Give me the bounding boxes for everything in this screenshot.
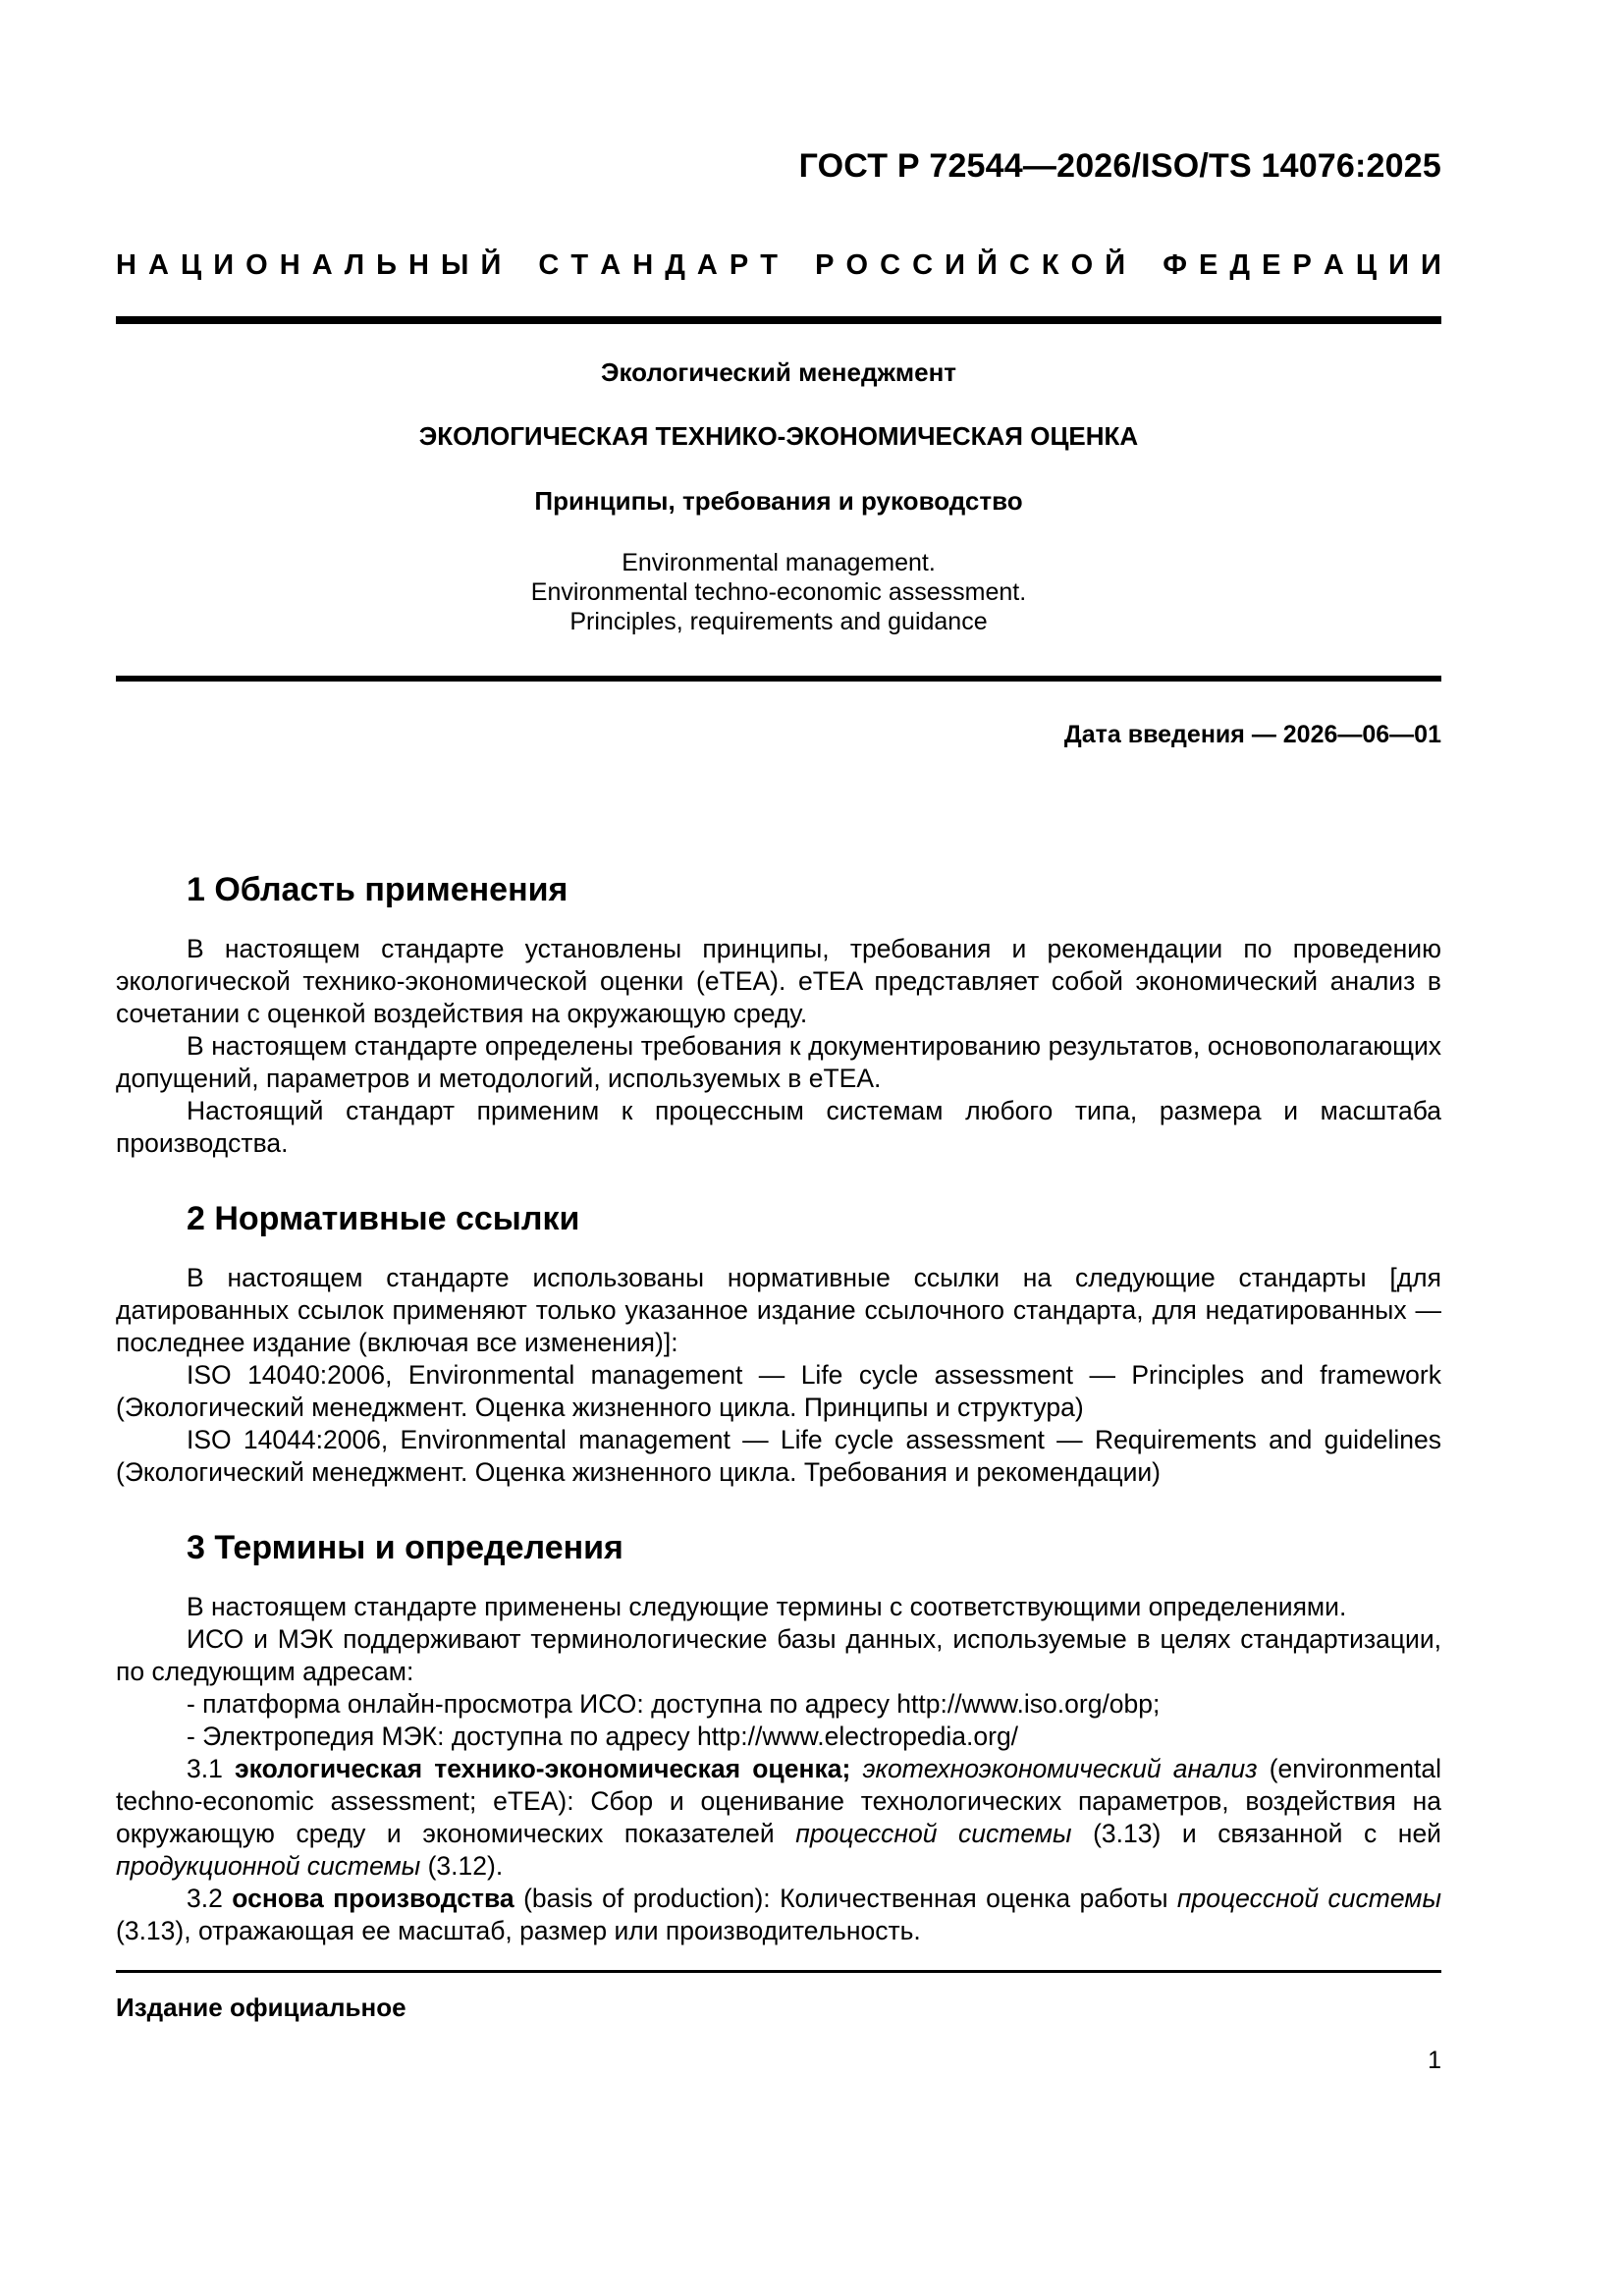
term-number: 3.1 [187, 1754, 236, 1783]
term-text: (environmental techno-economic assessment; eTEA): Сбор и оценивание технологических параметров, воздействия на окружающую среду и экономических показателей [116, 1754, 1441, 1848]
term-synonym: экотехноэкономический анализ [862, 1754, 1258, 1783]
title-line-3: Принципы, требования и руководство [534, 486, 1023, 516]
banner-letter: А [600, 249, 622, 281]
reference-item: ISO 14044:2006, Environmental management — Life cycle assessment — Requirements and guidelines (Экологический менеджмент. Оценка жизненного цикла. Требования и рекомендации) [116, 1425, 1441, 1487]
document-number: ГОСТ Р 72544—2026/ISO/TS 14076:2025 [798, 147, 1441, 185]
paragraph: Настоящий стандарт применим к процессным системам любого типа, размера и масштаба производства. [116, 1096, 1441, 1158]
list-item: - платформа онлайн-просмотра ИСО: доступна по адресу http://www.iso.org/obp; [187, 1689, 1161, 1719]
term-text: (basis of production): Количественная оценка работы [514, 1884, 1177, 1913]
section-normative-references [116, 1199, 1441, 1489]
banner-letter: А [1323, 249, 1344, 281]
banner-letter: Д [1229, 249, 1251, 281]
banner-letter: И [213, 249, 235, 281]
section-scope [116, 870, 1441, 1160]
page-number: 1 [1428, 2047, 1441, 2074]
title-line-1: Экологический менеджмент [600, 357, 957, 387]
title-line-2: ЭКОЛОГИЧЕСКАЯ ТЕХНИКО-ЭКОНОМИЧЕСКАЯ ОЦЕНКА [418, 421, 1139, 451]
banner-letter: Т [760, 249, 779, 281]
banner-letter: Т [570, 249, 589, 281]
banner-letter: И [1421, 249, 1441, 281]
section-heading: 2 Нормативные ссылки [187, 1200, 580, 1237]
english-title-line: Environmental techno-economic assessment. [530, 578, 1027, 606]
introduction-date: Дата введения — 2026—06—01 [1063, 721, 1441, 748]
banner-letter: И [945, 249, 965, 281]
banner-letter: И [1388, 249, 1409, 281]
banner-letter: Р [1292, 249, 1312, 281]
list-item: - Электропедия МЭК: доступна по адресу http://www.electropedia.org/ [187, 1722, 1019, 1751]
term-text: (3.13), отражающая ее масштаб, размер или производительность. [116, 1916, 921, 1945]
banner-letter: К [1041, 249, 1059, 281]
banner-letter [789, 249, 803, 282]
term-number: 3.2 [187, 1884, 233, 1913]
banner-letter: О [1070, 249, 1094, 281]
banner-letter: Е [1199, 249, 1218, 281]
term-text: (3.13) и связанной с ней [1071, 1819, 1441, 1848]
banner-letter: Е [1262, 249, 1281, 281]
reference-item: ISO 14040:2006, Environmental management — Life cycle assessment — Principles and framework (Экологический менеджмент. Оценка жизненного цикла. Принципы и структура) [116, 1360, 1441, 1422]
banner-letter: С [1008, 249, 1030, 281]
paragraph: В настоящем стандарте использованы нормативные ссылки на следующие стандарты [для датированных ссылок применяют только указанное издание ссылочного стандарта, для недатированных — последнее издание (включая все изменения)]: [116, 1263, 1441, 1357]
term-reference: продукционной системы [116, 1851, 421, 1881]
main-content [116, 870, 1441, 1947]
banner-letter: Р [729, 249, 749, 281]
banner-letter: Й [1105, 249, 1126, 281]
section-terms-definitions [116, 1528, 1441, 1947]
paragraph: В настоящем стандарте определены требования к документированию результатов, основополагающих допущений, параметров и методологий, используемых в eTEA. [116, 1031, 1441, 1093]
banner-letter [1137, 249, 1151, 282]
banner-letter: Н [116, 249, 136, 281]
term-text: (3.12). [420, 1851, 504, 1881]
banner-letter: Ц [181, 249, 202, 281]
banner-letter: Ы [441, 249, 469, 281]
banner-letter: Й [480, 249, 502, 281]
banner-letter: О [845, 249, 869, 281]
official-edition-label: Издание официальное [116, 1993, 406, 2022]
national-standard-banner [116, 249, 1441, 282]
footer-rule [116, 1970, 1441, 1973]
banner-letter: С [538, 249, 560, 281]
banner-letter: Ц [1355, 249, 1378, 281]
banner-letter [513, 249, 526, 282]
banner-letter: Н [279, 249, 300, 281]
term-definition-3-1 [116, 1753, 1441, 1883]
english-title-line: Environmental management. [622, 549, 936, 576]
english-title [116, 548, 1441, 636]
banner-letter: С [880, 249, 901, 281]
term-name: основа производства [232, 1884, 514, 1913]
section-heading: 3 Термины и определения [187, 1529, 623, 1566]
banner-letter: Ь [376, 249, 397, 281]
banner-letter: Н [408, 249, 429, 281]
header-rule [116, 316, 1441, 324]
banner-letter: О [245, 249, 268, 281]
term-name: экологическая технико-экономическая оценка; [235, 1754, 851, 1783]
banner-letter: А [148, 249, 169, 281]
banner-letter: А [311, 249, 333, 281]
banner-letter: Р [815, 249, 835, 281]
paragraph: В настоящем стандарте установлены принципы, требования и рекомендации по проведению экологической технико-экономической оценки (eTEA). eTEA представляет собой экономический анализ в сочетании с оценкой воздействия на окружающую среду. [116, 934, 1441, 1028]
banner-letter: А [696, 249, 718, 281]
paragraph: ИСО и МЭК поддерживают терминологические базы данных, используемые в целях стандартизации, по следующим адресам: [116, 1624, 1441, 1686]
section-heading: 1 Область применения [187, 871, 568, 908]
banner-letter: С [912, 249, 934, 281]
banner-letter: Д [665, 249, 685, 281]
banner-letter: Ф [1163, 249, 1187, 281]
term-reference: процессной системы [1176, 1884, 1441, 1913]
banner-letter: Н [632, 249, 654, 281]
paragraph: В настоящем стандарте применены следующие термины с соответствующими определениями. [187, 1592, 1347, 1621]
term-definition-3-2 [116, 1883, 1441, 1947]
title-rule [116, 676, 1441, 682]
english-title-line: Principles, requirements and guidance [569, 608, 988, 635]
term-reference: процессной системы [795, 1819, 1072, 1848]
banner-letter: Л [344, 249, 365, 281]
banner-letter: Й [977, 249, 998, 281]
